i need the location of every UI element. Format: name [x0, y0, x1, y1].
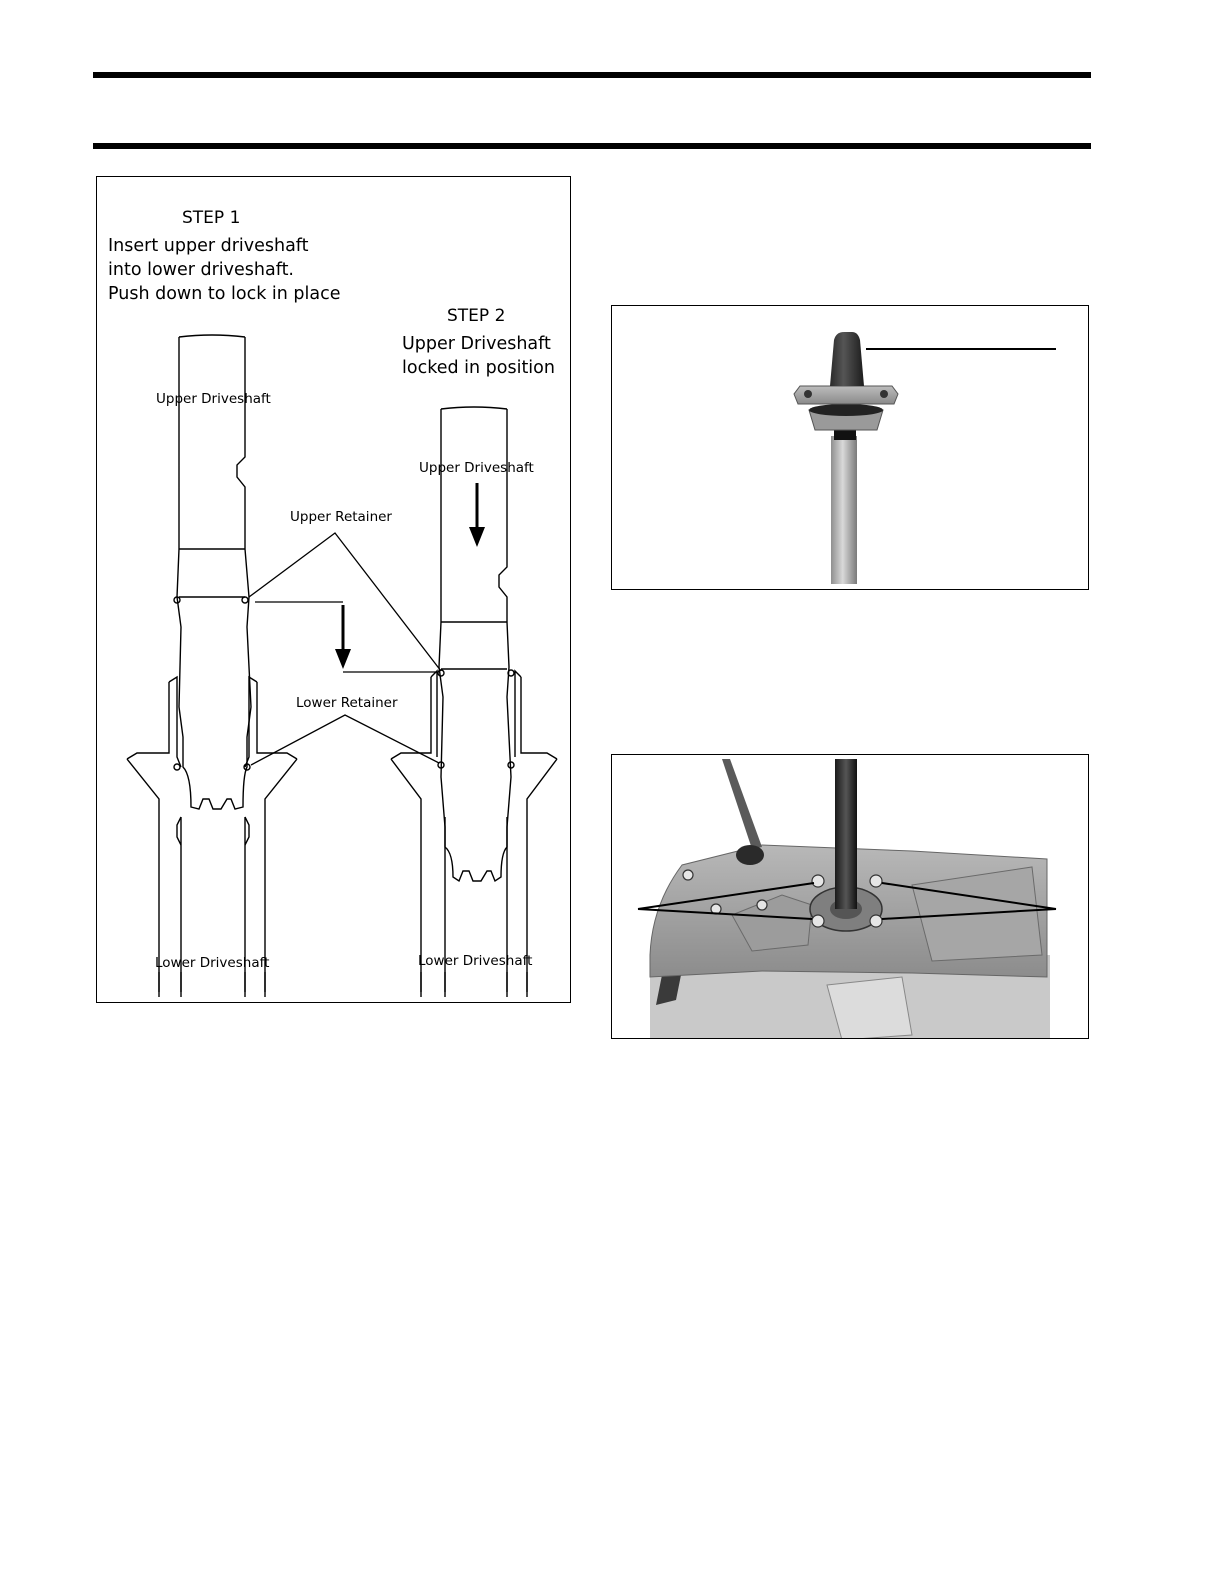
- step2-assembly: [391, 407, 557, 992]
- photo2-bolt-top-right: [870, 875, 882, 887]
- step1-line-3: Push down to lock in place: [108, 284, 341, 304]
- label-lower-driveshaft-left: Lower Driveshaft: [155, 955, 270, 971]
- photo2-bolt-bottom-left: [812, 915, 824, 927]
- step2-title: STEP 2: [447, 306, 506, 326]
- photo2-bolt-aux-3: [757, 900, 767, 910]
- step1-line-2: into lower driveshaft.: [108, 260, 294, 280]
- header-rule-top: [93, 72, 1091, 78]
- label-upper-driveshaft-right: Upper Driveshaft: [419, 460, 534, 476]
- diagram-svg: [97, 177, 571, 1003]
- header-rule-bottom: [93, 143, 1091, 149]
- photo2-bolt-top-left: [812, 875, 824, 887]
- step2-line-1: Upper Driveshaft: [402, 334, 551, 354]
- photo1-tool-cap: [830, 332, 864, 386]
- photo2-bracket: [827, 977, 912, 1039]
- label-upper-retainer: Upper Retainer: [290, 509, 392, 525]
- step1-assembly: [127, 335, 297, 992]
- step2-line-2: locked in position: [402, 358, 555, 378]
- photo1-seal: [809, 404, 883, 416]
- lower-shaft-stubs: [159, 972, 527, 997]
- photo1-shaft: [831, 436, 857, 584]
- label-lower-driveshaft-right: Lower Driveshaft: [418, 953, 533, 969]
- label-upper-driveshaft-left: Upper Driveshaft: [156, 391, 271, 407]
- step1-line-1: Insert upper driveshaft: [108, 236, 309, 256]
- photo1-flange-hole-left: [804, 390, 812, 398]
- photo2-driveshaft: [835, 759, 857, 909]
- driveshaft-assembly-diagram: [96, 176, 571, 1003]
- photo2-shift-rod: [722, 759, 762, 849]
- photo1-svg: [612, 306, 1089, 590]
- photo2-shift-boot: [736, 845, 764, 865]
- driveshaft-housing-bolts-photo: [611, 754, 1089, 1039]
- step1-title: STEP 1: [182, 208, 241, 228]
- photo2-bolt-aux-1: [683, 870, 693, 880]
- driveshaft-tool-photo: [611, 305, 1089, 590]
- photo1-flange-hole-right: [880, 390, 888, 398]
- photo2-svg: [612, 755, 1089, 1039]
- photo2-bolt-bottom-right: [870, 915, 882, 927]
- label-lower-retainer: Lower Retainer: [296, 695, 398, 711]
